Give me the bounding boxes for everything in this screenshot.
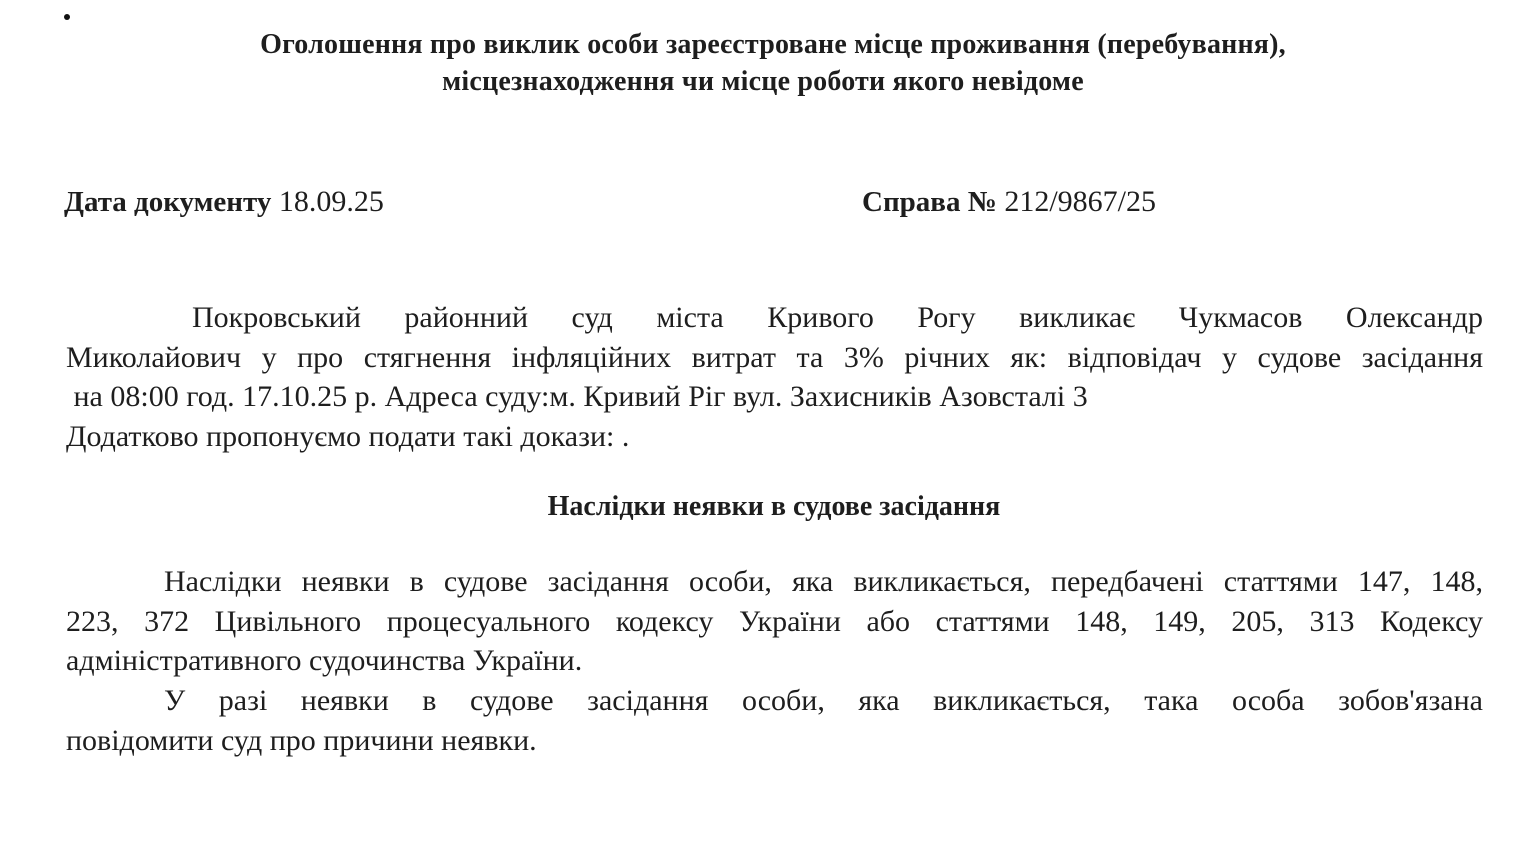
consequences-p1-line-2: 223, 372 Цивільного процесуального кодексу України або статтями 148, 149, 205, 313 Кодексу (66, 604, 1483, 638)
document-date (64, 183, 384, 221)
date-value: 18.09.25 (278, 185, 384, 218)
scan-speck (64, 14, 70, 20)
consequences-heading: Наслідки неявки в судове засідання (547, 491, 1001, 522)
summons-line-4: Додатково пропонуємо подати такі докази: . (66, 419, 630, 453)
case-value: 212/9867/25 (1004, 185, 1157, 218)
consequences-p2-line-2: повідомити суд про причини неявки. (66, 723, 537, 757)
summons-line-3: на 08:00 год. 17.10.25 р. Адреса суду:м. Кривий Ріг вул. Захисників Азовсталі 3 (73, 380, 1088, 413)
case-number (862, 183, 1156, 221)
summons-paragraph (66, 298, 1483, 456)
document-title-line-1: Оголошення про виклик особи зареєстроване місце проживання (перебування), (260, 29, 1286, 60)
document-title-line-2: місцезнаходження чи місце роботи якого невідоме (442, 66, 1084, 97)
consequences-paragraph-2 (66, 681, 1483, 760)
consequences-p1-line-3: адміністративного судочинства України. (66, 644, 583, 677)
summons-line-1: Покровський районний суд міста Кривого Рогу викликає Чукмасов Олександр (192, 301, 1483, 334)
summons-line-2: Миколайович у про стягнення інфляційних витрат та 3% річних як: відповідач у судове засідання (66, 340, 1483, 374)
case-label: Справа № (862, 186, 997, 218)
consequences-p1-line-1: Наслідки неявки в судове засідання особи, яка викликається, передбачені статтями 147, 148, (164, 565, 1483, 598)
date-label: Дата документу (64, 186, 272, 218)
consequences-paragraph-1 (66, 562, 1483, 681)
consequences-p2-line-1: У разі неявки в судове засідання особи, яка викликається, така особа зобов'язана (164, 684, 1483, 717)
